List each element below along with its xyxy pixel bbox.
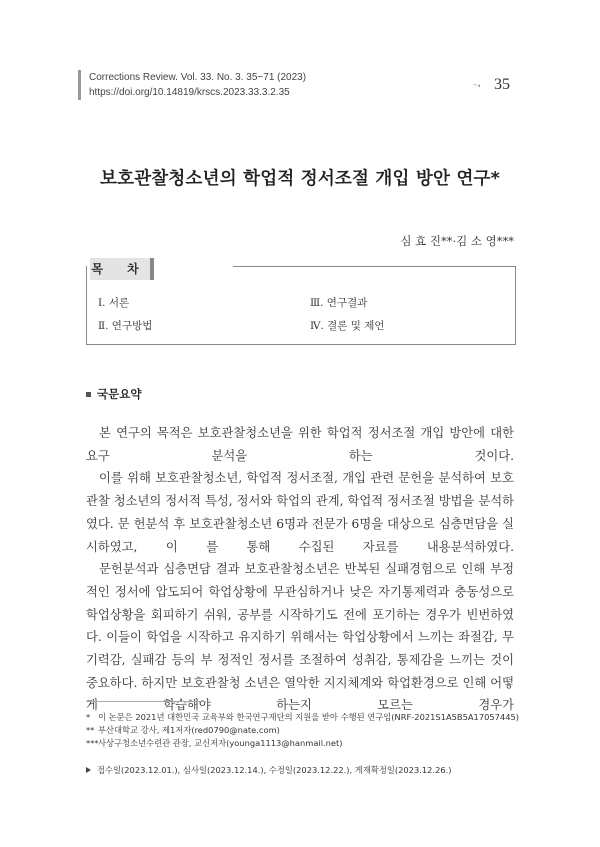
abstract-paragraph xyxy=(86,467,514,558)
author-line: 심 효 진**·김 소 영*** xyxy=(400,234,514,248)
footnote-text: 부산대학교 강사, 제1저자(red0790@nate.com) xyxy=(98,725,280,735)
abstract-line: 정서에 압도되어 학업상황에 무관심하거나 낮은 자기통제력과 충동성으로 학업상황을 xyxy=(86,584,514,622)
abstract-line: 문헌분석과 심층면담 결과 보호관찰청소년은 반복된 실패경험으로 인해 부정적인 xyxy=(86,562,514,599)
toc-item-results: Ⅲ. 연구결과 xyxy=(310,297,368,309)
abstract-body xyxy=(86,422,514,717)
abstract-paragraph xyxy=(86,558,514,717)
triangle-bullet-icon xyxy=(86,767,91,773)
paper-title: 보호관찰청소년의 학업적 정서조절 개입 방안 연구* xyxy=(99,169,501,189)
toc-item-intro: Ⅰ. 서론 xyxy=(98,297,130,309)
abstract-line: 이를 위해 보호관찰청소년, 학업적 정서조절, 개입 관련 문헌을 분석하여 보호관찰 xyxy=(86,471,514,509)
abstract-line: 회피하기 쉬워, 공부를 시작하기도 전에 포기하는 경우가 빈번하였다. 이들이 학업을 xyxy=(86,607,514,645)
abstract-line: 헌분석 후 보호관찰청소년 6명과 전문가 6명을 대상으로 심층면담을 실시하였고, 이 xyxy=(86,516,514,554)
received-dates-text: 접수일(2023.12.01.), 심사일(2023.12.14.), 수정일(2023.12.22.), 게재확정일(2023.12.26.) xyxy=(97,765,452,775)
received-dates xyxy=(86,764,452,776)
journal-citation: Corrections Review. Vol. 33. No. 3. 35~71 (2023) xyxy=(89,72,307,83)
abstract-heading-label: 국문요약 xyxy=(97,387,142,401)
footnote-first-author xyxy=(86,724,519,737)
toc-heading: 목 차 xyxy=(90,258,154,280)
footnote-text: 사상구청소년수련관 관장, 교신저자(younga1113@hanmail.net) xyxy=(98,738,343,748)
abstract-line: 를 통해 수집된 자료를 내용분석하였다. xyxy=(206,539,514,554)
abstract-line: 청소년의 정서적 특성, 정서와 학업의 관계, 학업적 정서조절 방법을 분석하였다. 문 xyxy=(86,494,514,531)
abstract-line: 분석을 하는 것이다. xyxy=(211,448,514,463)
footnote-mark: ** xyxy=(86,725,95,735)
footnote-funding xyxy=(86,711,519,724)
abstract-line: 소년은 열악한 지지체계와 학업환경으로 인해 어떻게 학습해야 하는지 모르는 경우가 xyxy=(86,675,514,713)
abstract-line: 시작하고 유지하기 위해서는 학업상황에서 느끼는 좌절감, 무기력감, 실패감 등의 부 xyxy=(86,630,514,668)
toc-item-conclusion: Ⅳ. 결론 및 제언 xyxy=(310,320,385,332)
doi-link[interactable]: https://doi.org/10.14819/krscs.2023.33.3.2.35 xyxy=(89,87,290,98)
abstract-line: 정적인 정서를 조절하여 성취감, 통제감을 느끼는 것이 중요하다. 하지만 보호관찰청 xyxy=(86,653,515,690)
footnote-mark: * xyxy=(86,712,91,722)
journal-header xyxy=(78,70,306,100)
footnote-mark: *** xyxy=(86,738,99,748)
page-number: 35 xyxy=(494,76,510,93)
toc-top-rule xyxy=(233,266,515,267)
square-bullet-icon xyxy=(86,392,91,397)
abstract-line: 본 연구의 목적은 보호관찰청소년을 위한 학업적 정서조절 개입 방안에 대한 요구 xyxy=(86,426,514,463)
footnote-text: 이 논문은 2021년 대한민국 교육부와 한국연구재단의 지원을 받아 수행된 연구임(NRF-2021S1A5B5A17057445) xyxy=(98,712,520,722)
footnote-corresponding-author xyxy=(86,737,519,750)
abstract-heading xyxy=(86,386,141,402)
footnotes xyxy=(86,711,519,750)
toc-item-method: Ⅱ. 연구방법 xyxy=(98,320,153,332)
abstract-paragraph xyxy=(86,422,514,467)
footnote-divider xyxy=(86,701,206,702)
page-mark-icon: ㅜ◂ xyxy=(472,82,480,89)
page-number-area xyxy=(473,76,510,94)
